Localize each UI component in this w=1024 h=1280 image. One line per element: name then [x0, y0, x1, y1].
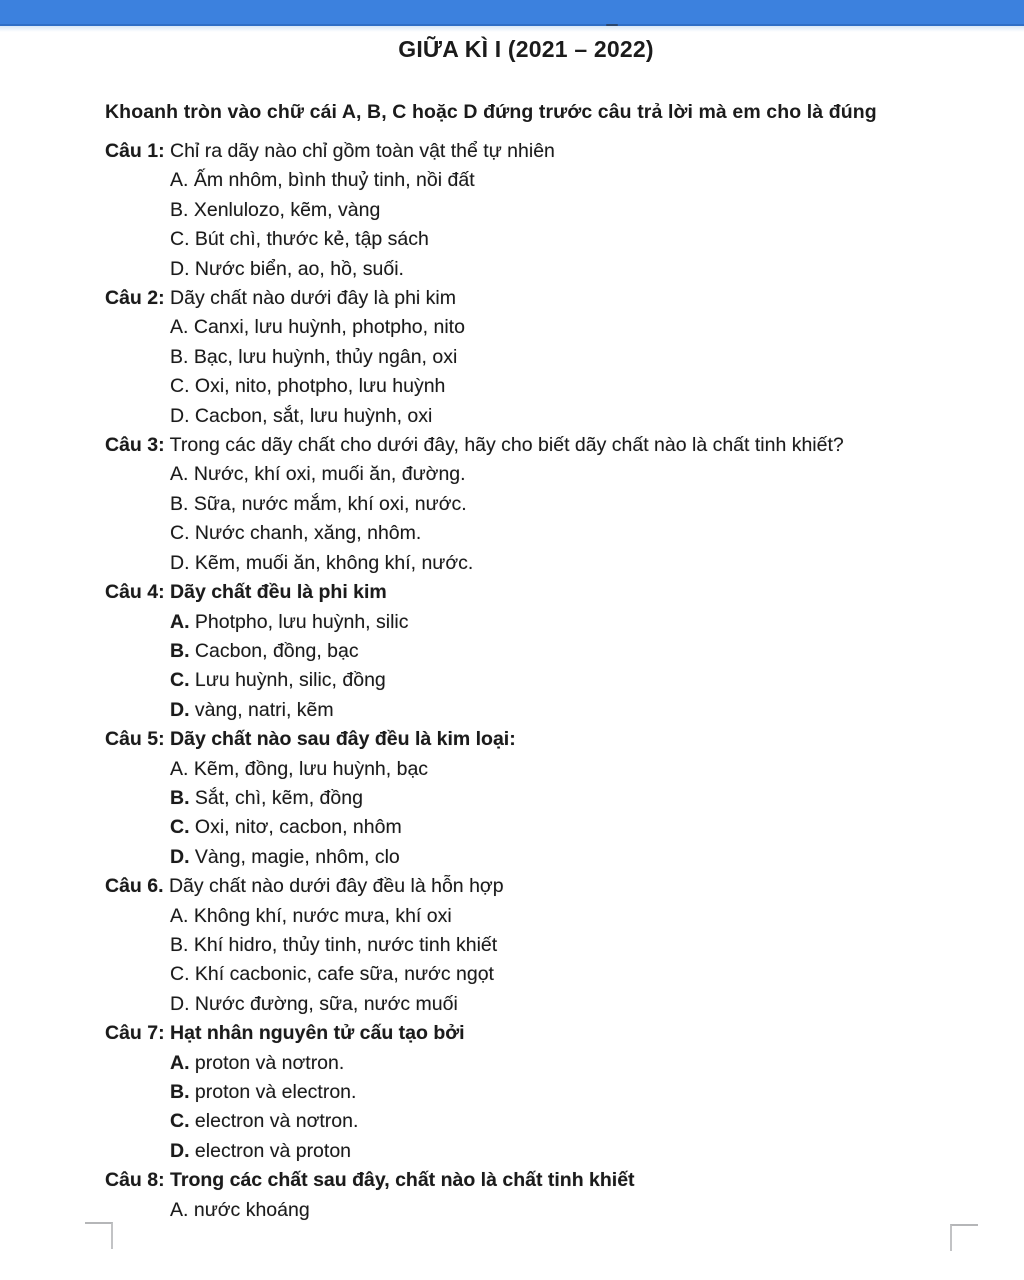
answer-option	[105, 460, 1024, 489]
option-letter: D.	[170, 845, 190, 868]
option-letter: B.	[170, 786, 190, 809]
option-text: Kẽm, muối ăn, không khí, nước.	[189, 551, 474, 574]
option-letter: A.	[170, 610, 190, 633]
option-text: Kẽm, đồng, lưu huỳnh, bạc	[188, 757, 429, 780]
page-corner-mark-right	[950, 1224, 978, 1251]
answer-option	[105, 1049, 1024, 1078]
answer-option	[105, 196, 1024, 225]
option-text: Photpho, lưu huỳnh, silic	[189, 610, 409, 633]
answer-option	[105, 490, 1024, 519]
option-text: proton và nơtron.	[189, 1051, 345, 1074]
option-letter: A.	[170, 757, 189, 780]
answer-option	[105, 666, 1024, 695]
question-block	[105, 872, 1024, 1019]
option-text: Khí hidro, thủy tinh, nước tinh khiết	[188, 933, 498, 956]
question-number-label: Câu 2:	[105, 287, 165, 310]
option-text: Bạc, lưu huỳnh, thủy ngân, oxi	[188, 345, 458, 368]
option-letter: C.	[170, 228, 190, 251]
option-text: Nước chanh, xăng, nhôm.	[189, 522, 422, 545]
question-text: Dãy chất đều là phi kim	[164, 581, 387, 604]
option-letter: A.	[170, 1051, 190, 1074]
option-letter: D.	[170, 257, 190, 280]
question-heading	[105, 578, 1024, 607]
option-text: Không khí, nước mưa, khí oxi	[188, 904, 452, 927]
option-letter: A.	[170, 904, 189, 927]
browser-top-bar	[0, 0, 1024, 26]
question-number-label: Câu 3:	[105, 434, 165, 457]
question-number-label: Câu 7:	[105, 1022, 165, 1045]
answer-option	[105, 608, 1024, 637]
option-text: Sữa, nước mắm, khí oxi, nước.	[188, 492, 467, 515]
option-letter: D.	[170, 1139, 190, 1162]
page-title: GIỮA KÌ I (2021 – 2022)	[398, 36, 654, 62]
question-number-label: Câu 1:	[105, 140, 165, 162]
question-text: Dãy chất nào dưới đây đều là hỗn hợp	[163, 875, 504, 898]
option-letter: B.	[170, 345, 189, 368]
answer-option	[105, 255, 1024, 284]
option-letter: C.	[170, 816, 190, 839]
answer-option	[105, 372, 1024, 401]
option-letter: B.	[170, 198, 189, 221]
question-heading	[105, 284, 1024, 313]
question-heading	[105, 1166, 1024, 1195]
option-letter: B.	[170, 933, 189, 956]
question-number-label: Câu 8:	[105, 1169, 165, 1192]
question-heading	[105, 725, 1024, 754]
option-text: Ấm nhôm, bình thuỷ tinh, nồi đất	[188, 169, 475, 192]
question-heading	[105, 431, 1024, 460]
question-heading	[105, 1019, 1024, 1048]
answer-option	[105, 902, 1024, 931]
option-letter: D.	[170, 698, 190, 721]
answer-option	[105, 166, 1024, 195]
option-text: Khí cacbonic, cafe sữa, nước ngọt	[189, 963, 494, 986]
option-letter: C.	[170, 1110, 190, 1133]
option-text: Nước biển, ao, hồ, suối.	[189, 257, 404, 280]
answer-option	[105, 813, 1024, 842]
answer-option	[105, 931, 1024, 960]
answer-option	[105, 519, 1024, 548]
option-text: Cacbon, sắt, lưu huỳnh, oxi	[189, 404, 433, 427]
question-number-label: Câu 5:	[105, 728, 165, 751]
option-text: Bút chì, thước kẻ, tập sách	[189, 228, 429, 251]
answer-option	[105, 225, 1024, 254]
option-text: Vàng, magie, nhôm, clo	[189, 845, 400, 868]
option-text: vàng, natri, kẽm	[189, 698, 334, 721]
question-text: Trong các dãy chất cho dưới đây, hãy cho biết dãy chất nào là chất tinh khiết?	[164, 434, 844, 457]
option-letter: C.	[170, 669, 190, 692]
option-text: Canxi, lưu huỳnh, photpho, nito	[188, 316, 465, 339]
answer-option	[105, 549, 1024, 578]
option-letter: A.	[170, 316, 189, 339]
answer-option	[105, 1107, 1024, 1136]
option-text: Xenlulozo, kẽm, vàng	[188, 198, 381, 221]
question-block	[105, 137, 1024, 284]
option-letter: C.	[170, 522, 190, 545]
question-number-label: Câu 4:	[105, 581, 165, 604]
answer-option	[105, 343, 1024, 372]
question-number-label: Câu 6.	[105, 875, 164, 898]
answer-option	[105, 1078, 1024, 1107]
option-letter: B.	[170, 492, 189, 515]
answer-option	[105, 784, 1024, 813]
option-text: electron và nơtron.	[189, 1110, 359, 1133]
answer-option	[105, 1137, 1024, 1166]
answer-option	[105, 960, 1024, 989]
question-block	[105, 725, 1024, 872]
answer-option	[105, 843, 1024, 872]
question-text: Trong các chất sau đây, chất nào là chất tinh khiết	[164, 1169, 635, 1192]
answer-option	[105, 755, 1024, 784]
option-letter: C.	[170, 375, 190, 398]
option-text: Nước đường, sữa, nước muối	[189, 992, 458, 1015]
answer-option	[105, 1196, 1024, 1225]
option-text: Lưu huỳnh, silic, đồng	[189, 669, 386, 692]
question-list	[105, 137, 1024, 1225]
option-letter: D.	[170, 551, 190, 574]
question-block	[105, 1019, 1024, 1166]
option-text: nước khoáng	[188, 1198, 310, 1221]
question-text: Chỉ ra dãy nào chỉ gồm toàn vật thể tự nhiên	[164, 140, 555, 162]
question-text: Hạt nhân nguyên tử cấu tạo bởi	[164, 1022, 465, 1045]
page-corner-mark-left	[85, 1222, 113, 1249]
question-block	[105, 578, 1024, 725]
option-letter: B.	[170, 639, 190, 662]
question-text: Dãy chất nào dưới đây là phi kim	[164, 287, 457, 310]
question-text: Dãy chất nào sau đây đều là kim loại:	[164, 728, 516, 751]
option-letter: A.	[170, 169, 189, 192]
option-text: proton và electron.	[189, 1081, 357, 1103]
answer-option	[105, 313, 1024, 342]
answer-option	[105, 402, 1024, 431]
question-block	[105, 431, 1024, 578]
option-letter: C.	[170, 963, 190, 986]
option-text: electron và proton	[189, 1139, 352, 1162]
answer-option	[105, 696, 1024, 725]
option-letter: B.	[170, 1081, 190, 1103]
option-letter: D.	[170, 404, 190, 427]
option-letter: A.	[170, 1198, 189, 1221]
question-heading	[105, 872, 1024, 901]
option-text: Cacbon, đồng, bạc	[189, 639, 359, 662]
option-text: Oxi, nitơ, cacbon, nhôm	[189, 816, 402, 839]
option-text: Oxi, nito, photpho, lưu huỳnh	[189, 375, 446, 398]
question-heading	[105, 137, 1024, 166]
question-block	[105, 1166, 1024, 1225]
scan-artifact-mark	[606, 24, 618, 26]
option-letter: A.	[170, 463, 189, 486]
option-letter: D.	[170, 992, 190, 1015]
question-block	[105, 284, 1024, 431]
answer-option	[105, 990, 1024, 1019]
option-text: Sắt, chì, kẽm, đồng	[189, 786, 363, 809]
option-text: Nước, khí oxi, muối ăn, đường.	[188, 463, 466, 486]
instruction-text: Khoanh tròn vào chữ cái A, B, C hoặc D đứng trước câu trả lời mà em cho là đúng	[105, 101, 877, 123]
top-bar-shadow	[0, 26, 1024, 32]
answer-option	[105, 637, 1024, 666]
